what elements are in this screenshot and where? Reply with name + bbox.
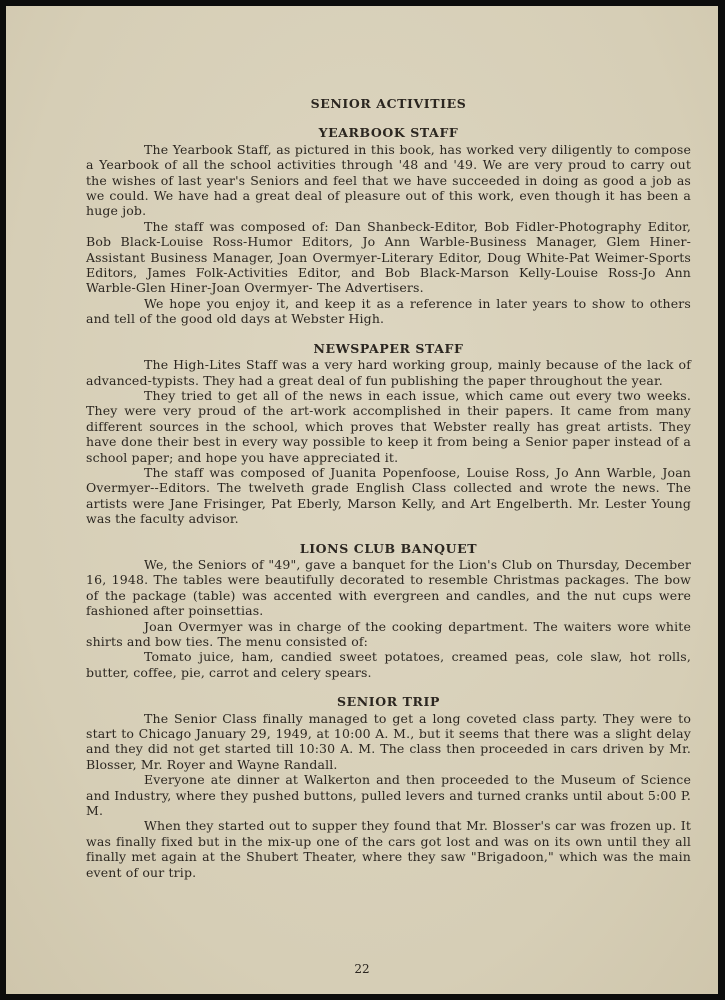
page-title: SENIOR ACTIVITIES <box>310 96 467 111</box>
paragraph: When they started out to supper they found that Mr. Blosser's car was frozen up. It was finally fixed but in the mix-up one of the cars got lost and was on its own until they all finally met again at the Shubert Theater, where they saw "Brigadoon," which was the main event of our trip. <box>86 818 691 880</box>
section-lions-club-banquet <box>86 541 691 681</box>
section-senior-trip <box>86 694 691 880</box>
paragraph: We, the Seniors of "49", gave a banquet for the Lion's Club on Thursday, December 16, 1948. The tables were beautifully decorated to resemble Christmas packages. The bow of the package (table) was accented with evergreen and candles, and the nut cups were fashioned after poinsettias. <box>86 556 691 619</box>
paragraph: The High-Lites Staff was a very hard working group, mainly because of the lack of advanced-typists. They had a great deal of fun publishing the paper throughout the year. <box>86 357 691 388</box>
page-content <box>86 96 691 894</box>
section-yearbook-staff <box>86 125 691 326</box>
paragraph: They tried to get all of the news in each issue, which came out every two weeks. They were very proud of the art-work accomplished in their papers. It came from many different sources in the school, which proves that Webster really has great artists. They have done their best in every way possible to keep it from being a Senior paper instead of a school paper; and hope you have appreciated it. <box>86 387 691 465</box>
section-heading: SENIOR TRIP <box>337 694 440 710</box>
paragraph: Joan Overmyer was in charge of the cooking department. The waiters wore white shirts and bow ties. The menu consisted of: <box>86 618 691 649</box>
paragraph: The staff was composed of: Dan Shanbeck-Editor, Bob Fidler-Photography Editor, Bob Black-Louise Ross-Humor Editors, Jo Ann Warble-Business Manager, Glem Hiner-Assistant Business Manager, Joan Overmyer-Literary Editor, Doug White-Pat Weimer-Sports Editors, James Folk-Activities Editor, and Bob Black-Marson Kelly-Louise Ross-Jo Ann Warble-Glen Hiner-Joan Overmyer- The Advertisers. <box>86 218 691 296</box>
section-heading: NEWSPAPER STAFF <box>313 340 464 356</box>
paragraph: Everyone ate dinner at Walkerton and then proceeded to the Museum of Science and Industry, where they pushed buttons, pulled levers and turned cranks until about 5:00 P. M. <box>86 772 691 819</box>
page-number: 22 <box>354 962 370 976</box>
paragraph: The Yearbook Staff, as pictured in this book, has worked very diligently to compose a Yearbook of all the school activities through '48 and '49. We are very proud to carry out the wishes of last year's Seniors and feel that we have succeeded in doing as good a job as we could. We have had a great deal of pleasure out of this work, even though it has been a huge job. <box>86 141 691 219</box>
document-page <box>6 6 718 994</box>
section-heading: YEARBOOK STAFF <box>318 125 459 141</box>
section-heading: LIONS CLUB BANQUET <box>299 540 478 556</box>
section-newspaper-staff <box>86 341 691 527</box>
paragraph: We hope you enjoy it, and keep it as a reference in later years to show to others and tell of the good old days at Webster High. <box>86 295 691 327</box>
paragraph: Tomato juice, ham, candied sweet potatoes, creamed peas, cole slaw, hot rolls, butter, coffee, pie, carrot and celery spears. <box>86 649 691 680</box>
paragraph: The staff was composed of Juanita Popenfoose, Louise Ross, Jo Ann Warble, Joan Overmyer--Editors. The twelveth grade English Class collected and wrote the news. The artists were Jane Frisinger, Pat Eberly, Marson Kelly, and Art Engelberth. Mr. Lester Young was the faculty advisor. <box>86 464 691 527</box>
paragraph: The Senior Class finally managed to get a long coveted class party. They were to start to Chicago January 29, 1949, at 10:00 A. M., but it seems that there was a slight delay and they did not get started till 10:30 A. M. The class then proceeded in cars driven by Mr. Blosser, Mr. Royer and Wayne Randall. <box>86 710 691 772</box>
